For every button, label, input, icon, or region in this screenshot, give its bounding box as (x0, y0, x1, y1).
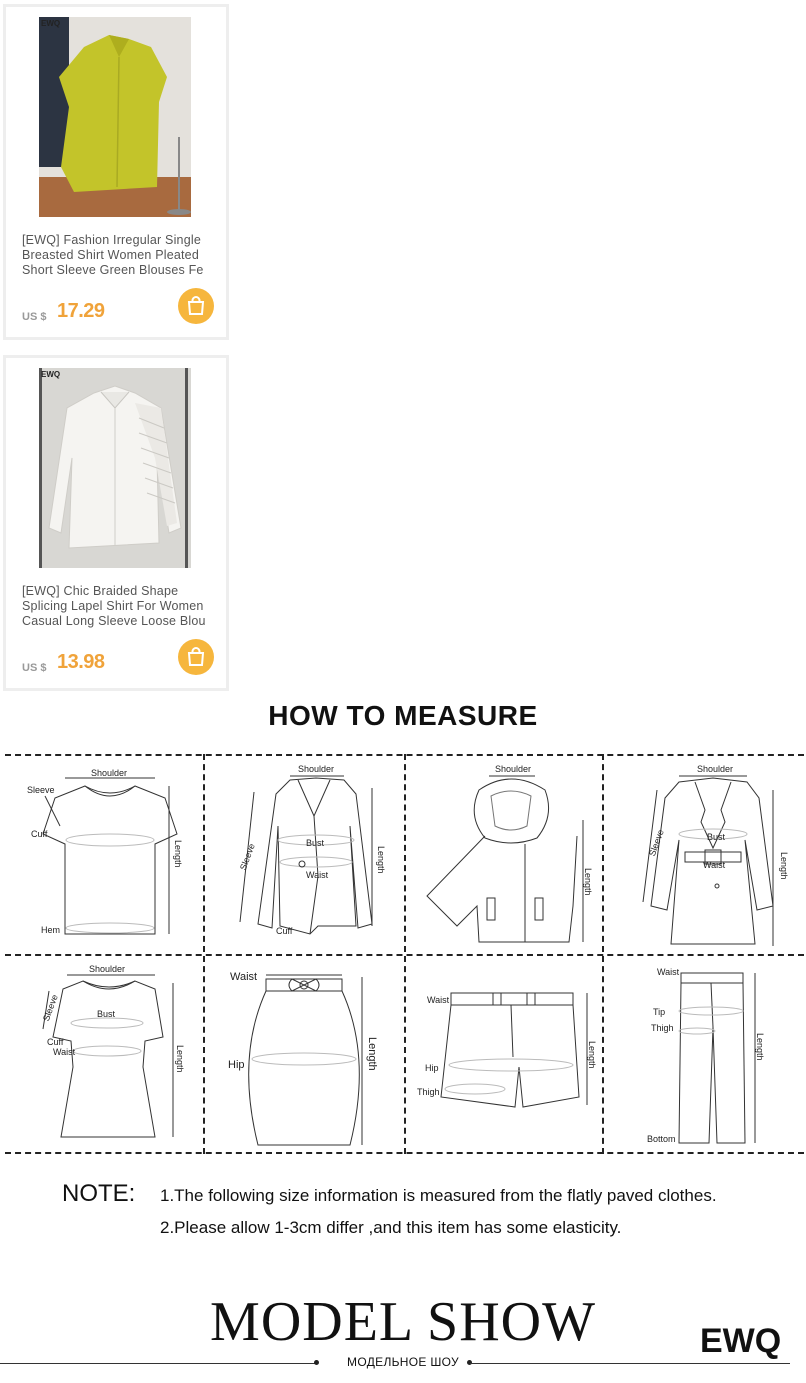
skirt-measure-diagram (206, 957, 402, 1151)
dress-measure-diagram (5, 957, 201, 1151)
length-label: Length (173, 840, 183, 868)
photo-brand-mark: EWQ (41, 370, 61, 379)
waist-label: Waist (53, 1047, 76, 1057)
waist-label: Waist (230, 971, 258, 983)
note-label: NOTE: (62, 1180, 136, 1207)
cape-measure-diagram (407, 756, 600, 952)
bust-label: Bust (707, 832, 726, 842)
product-price: 17.29 (57, 300, 105, 322)
product-card[interactable] (3, 4, 229, 340)
sleeve-label: Sleeve (27, 785, 55, 795)
length-label: Length (755, 1033, 765, 1061)
note-line-2: 2.Please allow 1-3cm differ ,and this item has some elasticity. (160, 1218, 622, 1237)
length-label: Length (366, 1037, 378, 1071)
waist-label: Waist (703, 860, 726, 870)
note-line-1: 1.The following size information is measured from the flatly paved clothes. (160, 1186, 717, 1205)
hem-label: Hem (41, 925, 61, 935)
length-label: Length (175, 1045, 185, 1073)
shoulder-label: Shoulder (697, 764, 734, 774)
blazer-measure-diagram (206, 756, 402, 952)
trousers-measure-diagram (605, 957, 801, 1151)
add-to-cart-button[interactable] (178, 288, 214, 324)
how-to-measure-heading: HOW TO MEASURE (268, 700, 538, 731)
brand-logo: EWQ (700, 1322, 782, 1360)
product-price: 13.98 (57, 651, 105, 673)
shoulder-label: Shoulder (298, 764, 335, 774)
thigh-label: Thigh (651, 1023, 674, 1033)
length-label: Length (587, 1041, 597, 1069)
shopping-bag-icon (187, 296, 205, 315)
cuff-label: Cuff (47, 1037, 64, 1047)
divider-right (470, 1363, 790, 1364)
hip-label: Hip (425, 1063, 439, 1073)
bottom-label: Bottom (647, 1134, 676, 1144)
shorts-measure-diagram (407, 957, 600, 1151)
model-show-title: MODEL SHOW (210, 1291, 596, 1353)
waist-label: Waist (427, 995, 450, 1005)
length-label: Length (583, 868, 593, 896)
add-to-cart-button[interactable] (178, 639, 214, 675)
sleeve-label: Sleeve (238, 842, 257, 872)
shoulder-label: Shoulder (495, 764, 532, 774)
tip-label: Tip (653, 1007, 666, 1017)
cuff-label: Cuff (31, 829, 48, 839)
waist-label: Waist (306, 870, 329, 880)
hip-label: Hip (228, 1059, 245, 1071)
bust-label: Bust (306, 838, 325, 848)
cuff-label: Cuff (276, 926, 293, 936)
shoulder-label: Shoulder (89, 964, 126, 974)
shoulder-label: Shoulder (91, 768, 128, 778)
belted-coat-measure-diagram (605, 756, 801, 952)
length-label: Length (376, 846, 386, 874)
photo-brand-mark: EWQ (41, 19, 61, 28)
product-title[interactable]: [EWQ] Chic Braided Shape Splicing Lapel Shirt For Women Casual Long Sleeve Loose Blou (22, 584, 206, 628)
length-label: Length (779, 852, 789, 880)
sleeve-label: Sleeve (647, 828, 666, 858)
waist-label: Waist (657, 967, 680, 977)
product-title[interactable]: [EWQ] Fashion Irregular Single Breasted Shirt Women Pleated Short Sleeve Green Blouses Fe (22, 233, 204, 277)
bust-label: Bust (97, 1009, 116, 1019)
product-card[interactable] (3, 355, 229, 691)
currency-label: US $ (22, 311, 47, 323)
product-image[interactable] (39, 17, 191, 217)
tshirt-measure-diagram (5, 756, 201, 952)
currency-label: US $ (22, 662, 47, 674)
thigh-label: Thigh (417, 1087, 440, 1097)
measure-guide-grid (5, 754, 804, 1154)
model-show-subtitle: МОДЕЛЬНОЕ ШОУ (347, 1355, 459, 1369)
product-image[interactable] (39, 368, 191, 568)
shopping-bag-icon (187, 647, 205, 666)
sleeve-label: Sleeve (41, 993, 60, 1023)
